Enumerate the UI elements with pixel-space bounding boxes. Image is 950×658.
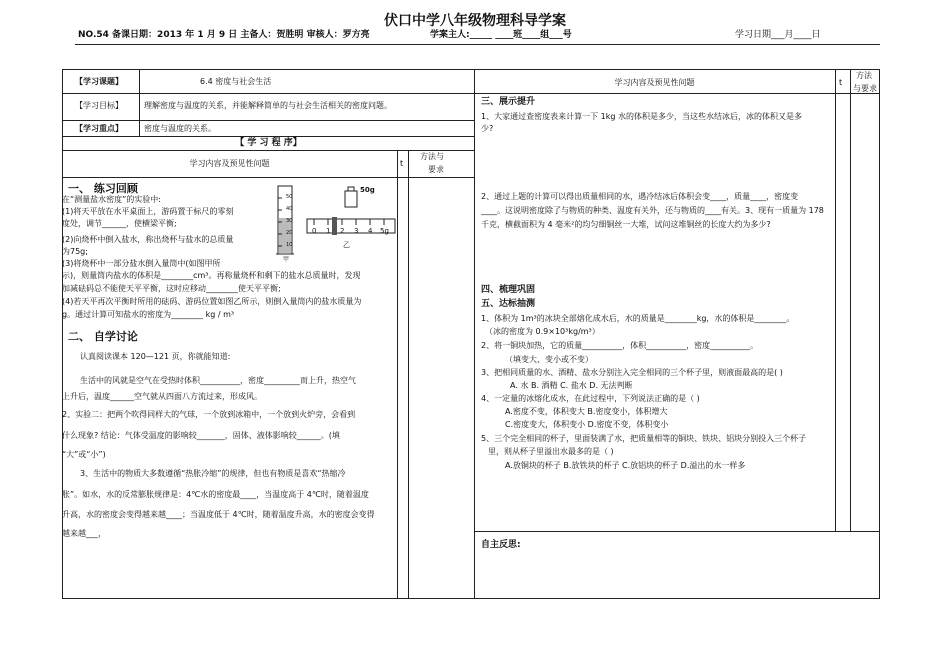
ruler-tick-label: 0 (312, 227, 317, 235)
ruler-tick-label: 4 (368, 227, 373, 235)
figure-label-b: 乙 (343, 241, 350, 249)
s2-line: 3、生活中的物质大多数遵循“热胀冷缩”的规律，但也有物质是喜欢“热缩冷 (80, 469, 346, 478)
right-col-method-header-1: 方法 (856, 71, 872, 80)
figure-label-a: 甲 (283, 256, 290, 263)
cylinder-tick-label: 20 (286, 230, 293, 236)
header-meta-right: 学习日期___月____日 (735, 30, 821, 40)
s5-line: 1、体积为 1m³的冰块全部熔化成水后，水的质量是________kg，水的体积是________。 (481, 314, 795, 323)
key-label: 【学习重点】 (75, 124, 123, 133)
info-row3 (62, 136, 475, 137)
s2-line: 认真阅读课本 120—121 页，你就能知道: (80, 352, 231, 361)
s2-line: 升高，水的密度会变得越来越____；当温度低于 4℃时，随着温度升高，水的密度会变得 (62, 510, 375, 519)
s1-line: (2)向烧杯中倒入盐水，称出烧杯与盐水的总质量 (62, 235, 234, 244)
s2-line: 2、实验二：把两个吹得同样大的气球，一个放到冰箱中，一个放到火炉旁，会看到 (62, 410, 356, 419)
ruler-tick-label: 2 (340, 227, 345, 235)
s1-line: 度处，调节______，使横梁平衡; (62, 219, 177, 228)
s1-line: (4)若天平再次平衡时所用的砝码、游码位置如图乙所示，则倒入量筒内的盐水质量为 (62, 297, 362, 306)
section-4-title: 四、梳理巩固 (481, 285, 536, 295)
info-row2 (62, 120, 475, 121)
s3-line: 千克，横截面积为 4 毫米²的均匀细铜丝一大堆，试问这堆铜丝的长度大约为多少? (481, 220, 771, 229)
s5-line: C.密度变大，体积变小 D.密度不变，体积变小 (505, 420, 669, 429)
s2-line: 什么现象? 结论：气体受温度的影响较_______，固体、液体影响较______。(填 (62, 431, 340, 440)
cylinder-tick-label: 30 (286, 218, 293, 224)
s5-line: A.放铜块的杯子 B.放铁块的杯子 C.放铝块的杯子 D.溢出的水一样多 (505, 461, 746, 470)
s5-line: 5、三个完全相同的杯子，里面装满了水，把质量相等的铜块、铁块、铝块分别投入三个杯子 (481, 434, 807, 443)
s3-line: ____。这说明密度除了与物质的种类、温度有关外，还与物质的____有关。3、现有一质量为 178 (481, 206, 824, 215)
goal-label: 【学习目标】 (75, 101, 123, 110)
right-col-method-header-2: 与要求 (853, 84, 877, 93)
goal-value: 理解密度与温度的关系，并能解释简单的与社会生活相关的密度问题。 (144, 101, 392, 110)
process-rule (62, 150, 475, 151)
s5-line: 2、将一铜块加热，它的质量__________，体积__________，密度__________。 (481, 341, 759, 350)
header-meta-left: NO.54 备课日期：2013 年 1 月 9 日 主备人：贺胜明 审核人：罗方亮 (78, 30, 370, 40)
right-col-header-rule (474, 93, 879, 94)
s3-line: 少? (481, 124, 494, 133)
s2-line: 上升后，温度______空气就从四面八方流过来，形成风。 (62, 392, 262, 401)
left-col-method-header-2: 要求 (428, 165, 444, 174)
s2-line: 越来越___， (62, 529, 106, 538)
key-value: 密度与温度的关系。 (144, 124, 216, 133)
right-col-content-header: 学习内容及预见性问题 (614, 78, 695, 87)
s1-line: (1)将天平放在水平桌面上，游码置于标尺的零刻 (62, 207, 234, 216)
s1-line: 为75g; (62, 247, 88, 256)
s3-line: 1、大家通过查密度表来计算一下 1kg 水的体积是多少，当这些水结冰后，冰的体积又是多 (481, 112, 802, 121)
page-title: 伏口中学八年级物理科导学案 (384, 13, 566, 29)
s5-line: 3、把相同质量的水、酒精、盐水分别注入完全相同的三个杯子里，则液面最高的是( ) (481, 368, 783, 377)
topic-value: 6.4 密度与社会生活 (200, 77, 272, 86)
s5-line: 4、一定量的冰熔化成水，在此过程中，下列说法正确的是（ ) (481, 394, 700, 403)
left-method-col (408, 150, 409, 599)
left-col-method-header-1: 方法与 (420, 152, 444, 161)
cylinder-tick-label: 40 (286, 206, 293, 212)
s5-line: 里，则从杯子里溢出水最多的是（ ) (488, 447, 614, 456)
left-col-t-header: t (400, 159, 404, 168)
header-meta-mid: 学案主人:_____ ____班____组___号 (430, 30, 572, 40)
section-2-title: 二、 自学讨论 (68, 330, 138, 343)
weight-label: 50g (360, 186, 375, 194)
s2-line: 生活中的风就是空气在受热时体积__________，密度_________而上升，热空气 (80, 376, 356, 385)
right-method-col (850, 69, 851, 531)
s1-line: 示)，则量筒内盐水的体积是________cm³。再称量烧杯和剩下的盐水总质量时，发现 (62, 271, 361, 280)
reflection-label: 自主反思: (481, 540, 521, 550)
s1-line: (3)将烧杯中一部分盐水倒入量筒中(如图甲所 (62, 259, 221, 268)
right-t-col (835, 69, 836, 531)
s1-line: g。通过计算可知盐水的密度为________ kg / m³ (62, 310, 235, 319)
frame-right (879, 69, 880, 599)
cylinder-tick-label: 10 (286, 242, 293, 248)
s2-line: “大”或“小”) (62, 450, 106, 459)
frame-top (62, 69, 880, 70)
s5-line: A. 水 B. 酒精 C. 盐水 D. 无法判断 (510, 381, 633, 390)
s5-line: A.密度不变，体积变大 B.密度变小，体积增大 (505, 407, 668, 416)
left-col-header-rule (62, 177, 475, 178)
s1-line: 加减砝码总不能使天平平衡，这时应移动________使天平平衡; (62, 284, 281, 293)
s5-line: （冰的密度为 0.9×10³kg/m³） (485, 327, 600, 336)
s2-line: 胀”。如水，水的反常膨胀规律是：4℃水的密度最____，当温度高于 4℃时，随着温度 (62, 490, 369, 499)
s5-line: （填变大、变小或不变） (505, 355, 593, 364)
info-row1 (62, 93, 475, 94)
topic-label: 【学习课题】 (75, 77, 123, 86)
s3-line: 2、通过上题的计算可以得出质量相同的水，遇冷结冰后体积会变____，质量____，密度变 (481, 192, 799, 201)
ruler-tick-label: 1 (326, 227, 331, 235)
info-col-divider (139, 69, 140, 136)
section-3-title: 三、展示提升 (481, 97, 536, 107)
reflection-rule (474, 531, 879, 532)
section-1-title: 一、 练习回顾 (68, 182, 138, 195)
cylinder-tick-label: 50 (286, 194, 293, 200)
ruler-tick-label: 5g (380, 227, 389, 235)
right-col-t-header: t (839, 78, 843, 87)
frame-bottom (62, 598, 880, 599)
header-rule (75, 44, 880, 45)
weight-icon (344, 186, 358, 208)
s1-line: 在“测量盐水密度”的实验中: (62, 195, 161, 204)
ruler-tick-label: 3 (354, 227, 359, 235)
left-col-content-header: 学习内容及预见性问题 (189, 159, 270, 168)
process-title: 【 学 习 程 序】 (235, 138, 302, 148)
section-5-title: 五、达标抽测 (481, 299, 536, 309)
